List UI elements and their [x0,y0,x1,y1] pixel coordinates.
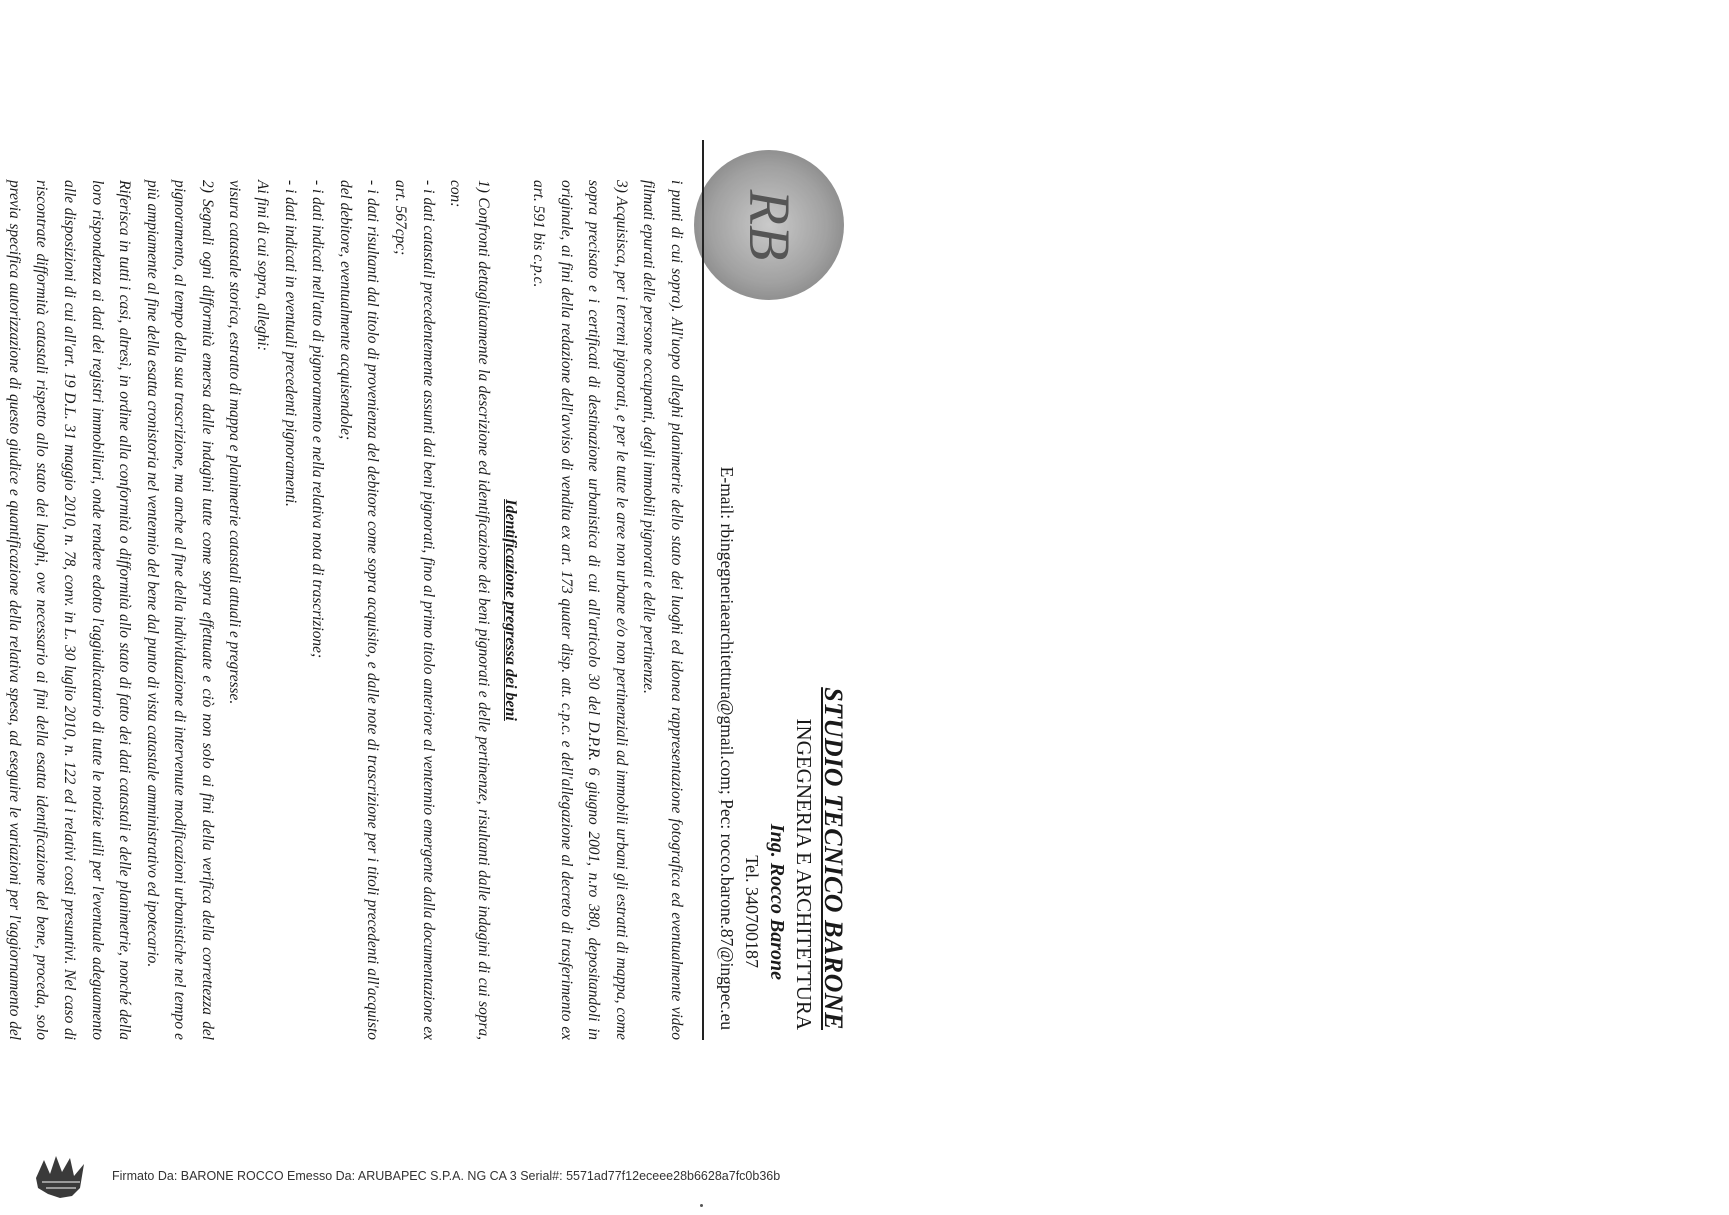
paragraph: i punti di cui sopra). All'uopo alleghi planimetrie dello stato dei luoghi ed idonea rappresentazione fotografica ed eventualmente video filmati epurati delle persone occupanti, degli immobili pignorati e delle pertinenze. [640,180,685,1040]
document-body [0,180,690,1040]
scan-artifact [700,1204,703,1207]
paragraph: - i dati indicati in eventuali precedenti pignoramenti. [281,180,299,507]
paragraph: Riferisca in tutti i casi, altresì, in ordine alla conformità o difformità allo stato di fatto dei dati catastali e delle planimetrie, nonché della loro rispondenza ai dati dei registri immobiliari, onde rendere edotto l'aggiudicatario di tutte le notizie utili per l'eventuale adeguamento alle disposizioni di cui all'art. 19 D.L. 31 maggio 2010, n. 78, conv. in L. 30 luglio 2010, n. 122 ed i relativi costi presuntivi. Nel caso di riscontrate difformità catastali rispetto allo stato dei luoghi, ove necessario ai fini della esatta identificazione del bene, proceda, solo previa specifica autorizzazione di questo giudice e quantificazione della relativa spesa, ad eseguire le variazioni per l'aggiornamento del [5,180,134,1040]
rotated-document-page [0,10,850,1070]
letterhead [700,150,850,1030]
paragraph: 1) Confronti dettagliatamente la descrizione ed identificazione dei beni pignorati e delle pertinenze, risultanti dalle indagini di cui sopra, con: [447,180,492,1040]
heading-ident: Identificazione pregressa dei beni [502,499,520,721]
paragraph: - i dati risultanti dal titolo di provenienza del debitore come sopra acquisito, e dalle note di trascrizione per i titoli precedenti all'acquisto del debitore, eventualmente acquisendole; [336,180,382,1040]
studio-title: STUDIO TECNICO BARONE [819,687,848,1030]
studio-subtitle: INGEGNERIA E ARCHITETTURA [792,718,816,1030]
engineer-name: Ing. Rocco Barone [766,823,788,980]
paragraph: - i dati catastali precedentemente assunti dai beni pignorati, fino al primo titolo anteriore al ventennio emergente dalla documentazione ex art. 567cpc; [392,180,437,1040]
paragraph: visura catastale storica, estratto di mappa e planimetrie catastali attuali e pregresse. [226,180,244,705]
digital-signature-line: Firmato Da: BARONE ROCCO Emesso Da: ARUBAPEC S.P.A. NG CA 3 Serial#: 5571ad77f12eceee28b6628a7fc0b36b [112,1169,781,1183]
studio-logo-seal [694,150,844,300]
logo-monogram: RB [737,189,802,261]
paragraph: 2) Segnali ogni difformità emersa dalle indagini tutte come sopra effettuate e ciò non solo ai fini della verifica della correttezza del pignoramento, al tempo della sua trascrizione, ma anche al fine della individuazione di intervenute modificazioni urbanistiche nel tempo e più ampiamente al fine della esatta cronistoria nel ventennio del bene dal punto di vista catastale amministrativo ed ipotecario. [143,180,216,1040]
section-heading [497,180,525,1040]
digital-signature-icon [30,1148,92,1204]
telephone: Tel. 340700187 [742,855,762,968]
contact-email: E-mail: rbingegneriaearchitettura@gmail.com; Pec: rocco.barone.87@ingpec.eu [717,466,737,1030]
paragraph: 3) Acquisisca, per i terreni pignorati, e per le tutte le aree non urbane e/o non pertinenziali ad immobili urbani gli estratti di mappa, come sopra precisato e i certificati di destinazione urbanistica di cui all'articolo 30 del D.P.R. 6 giugno 2001, n.ro 380, depositandoli in originale, ai fini della redazione dell'avviso di vendita ex art. 173 quater disp. att. c.p.c. e dell'allegazione al decreto di trasferimento ex art. 591 bis c.p.c. [530,180,630,1040]
paragraph: - i dati indicati nell'atto di pignoramento e nella relativa nota di trascrizione; [309,180,327,659]
paragraph: Ai fini di cui sopra, alleghi: [254,180,272,351]
header-divider [702,140,704,1040]
